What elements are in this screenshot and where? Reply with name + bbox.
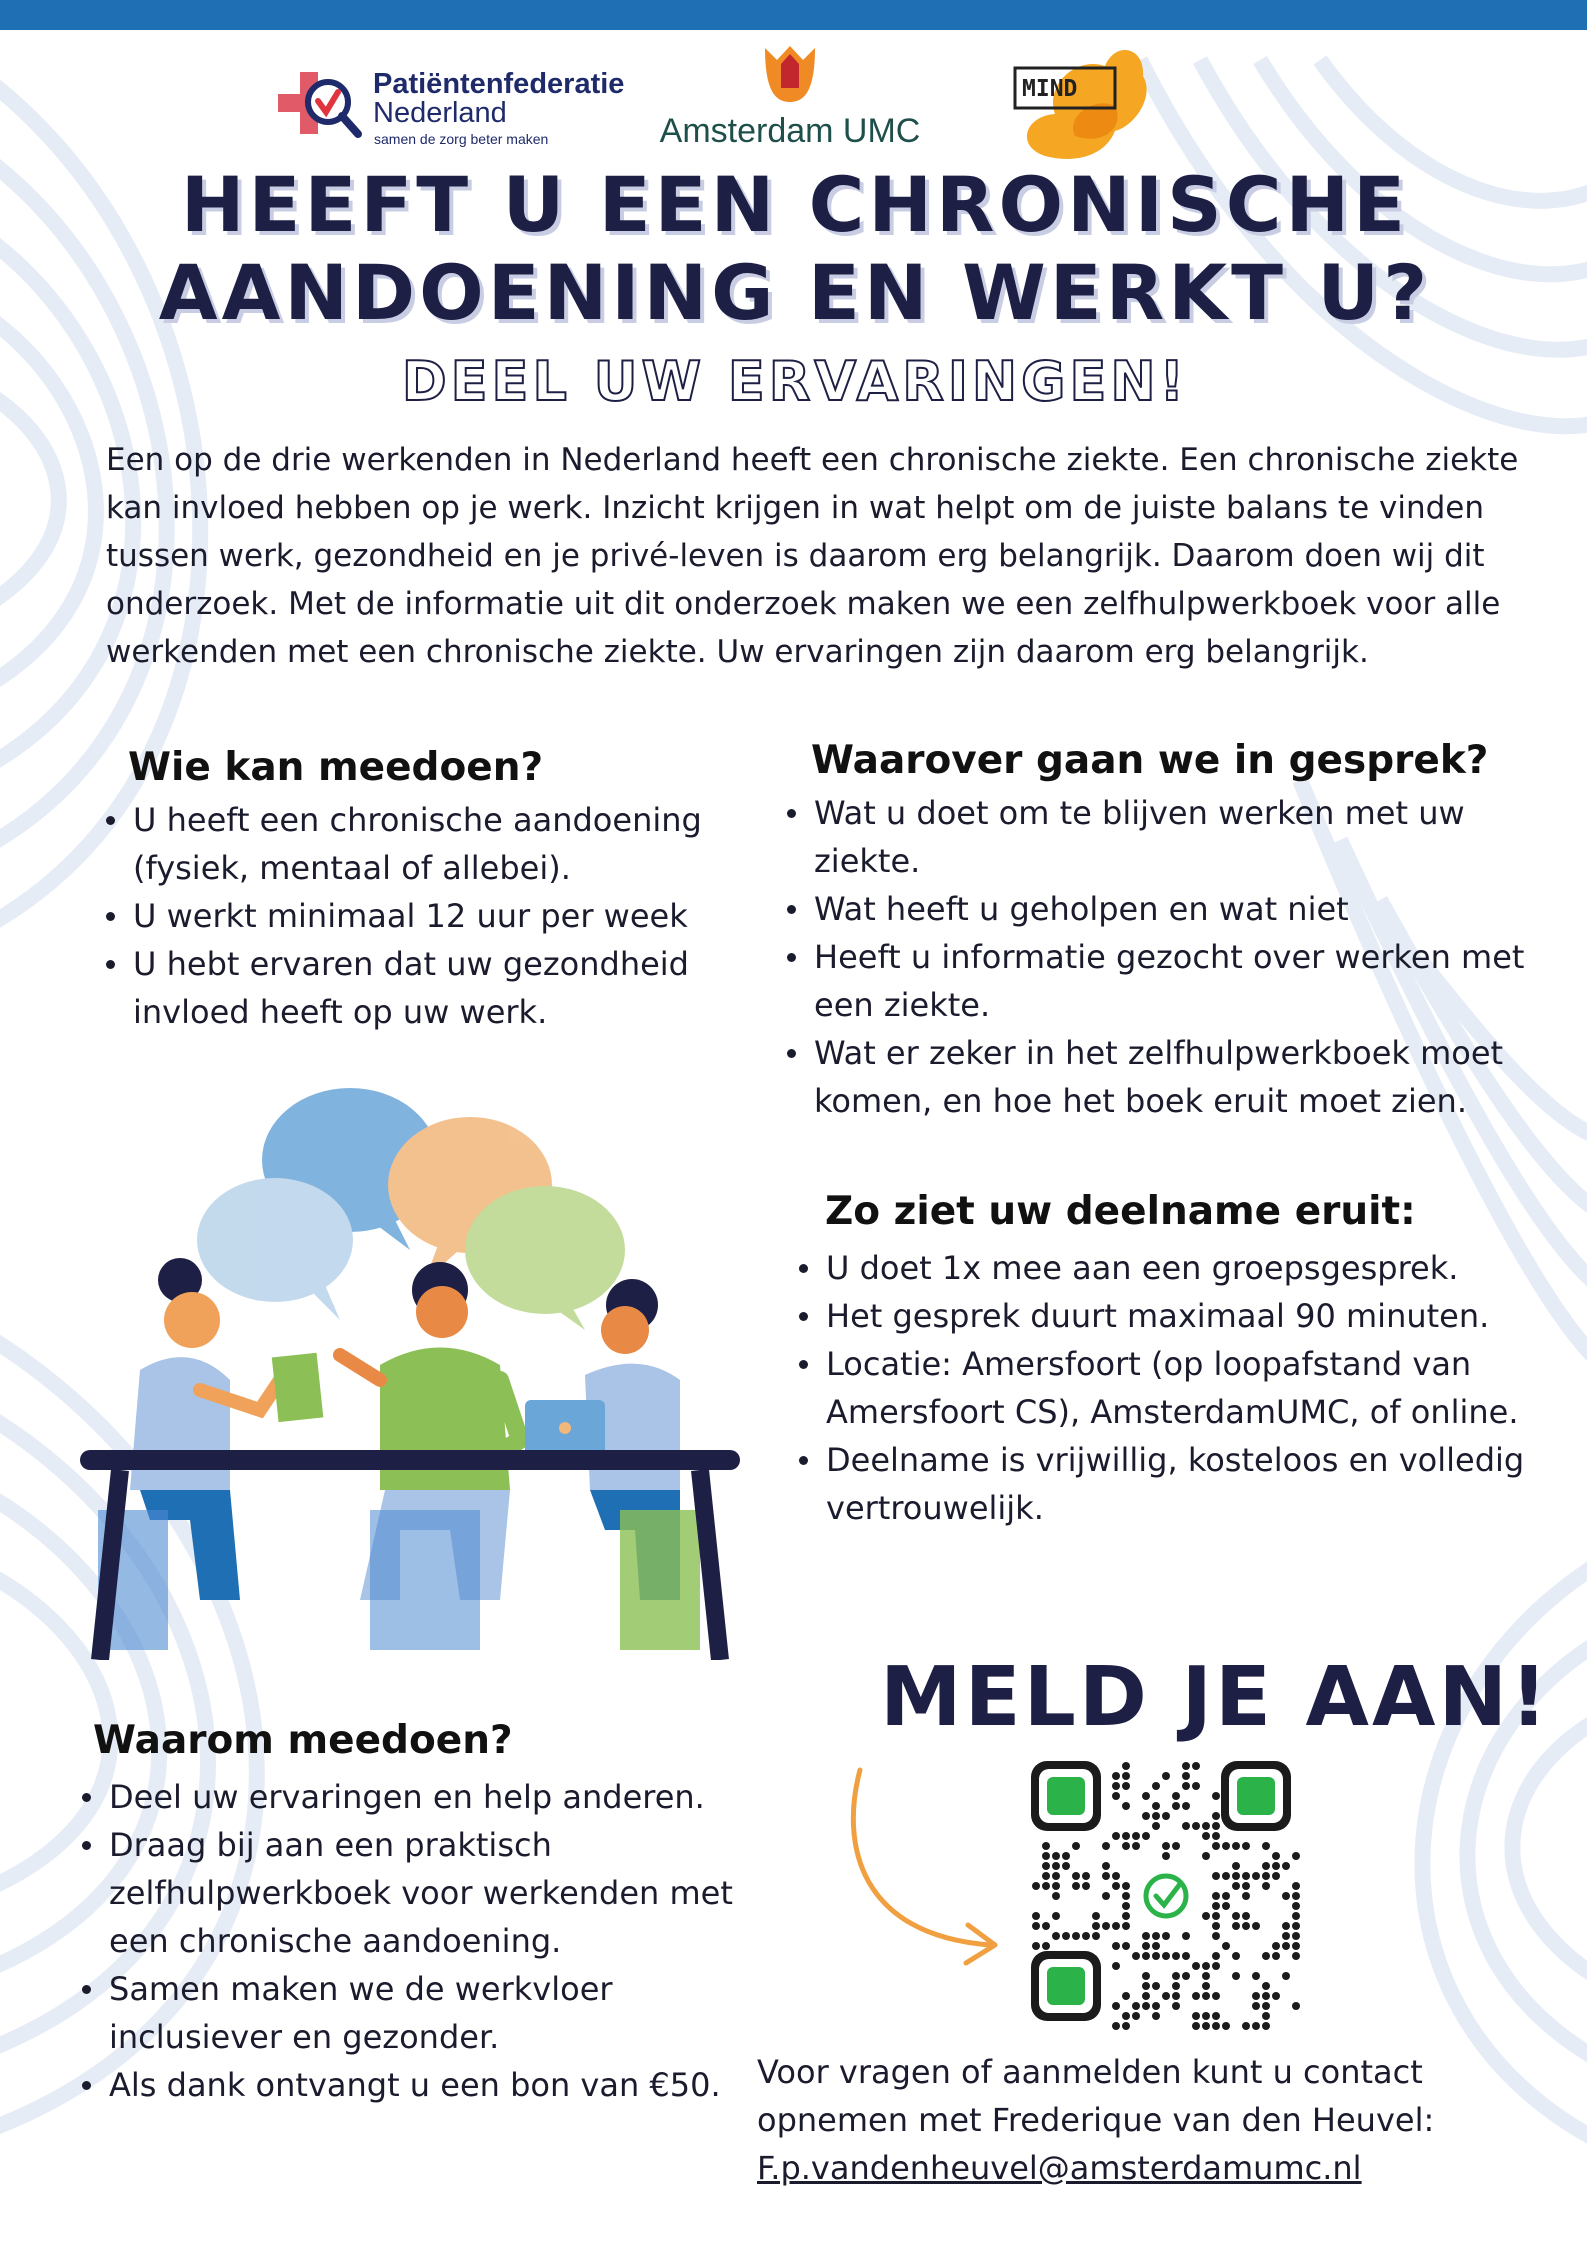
contact-block [757,2048,1547,2192]
bullet-list [785,789,1545,1125]
title-line-1: HEEFT U EEN CHRONISCHE [180,160,1410,249]
tulip-icon [755,40,825,110]
list-item: Locatie: Amersfoort (op loopafstand van Amersfoort CS), AmsterdamUMC, of online. [797,1340,1537,1436]
mind-name: MIND [1022,76,1078,102]
amsterdam-umc-logo [650,40,930,150]
qr-code[interactable] [1026,1756,1306,2036]
section-wie-kan-meedoen [104,745,764,1036]
list-item: Het gesprek duurt maximaal 90 minuten. [797,1292,1537,1340]
patientenfederatie-tagline: samen de zorg beter maken [374,131,549,147]
section-heading: Zo ziet uw deelname eruit: [825,1189,1416,1234]
contact-email-link[interactable]: F.p.vandenheuvel@amsterdamumc.nl [757,2149,1362,2187]
people-talking-illustration [80,1080,740,1660]
title-line-2: AANDOENING EN WERKT U? [158,248,1432,337]
patientenfederatie-name: Patiëntenfederatie [373,68,625,100]
list-item: Draag bij aan een praktisch zelfhulpwerkboek voor werkenden met een chronische aandoening. [80,1821,780,1965]
section-heading: Waarom meedoen? [93,1718,513,1763]
patientenfederatie-sub: Nederland [373,97,507,129]
list-item: U hebt ervaren dat uw gezondheid invloed heeft op uw werk. [104,940,764,1036]
list-item: Deel uw ervaringen en help anderen. [80,1773,780,1821]
bullet-list [80,1773,780,2109]
list-item: Samen maken we de werkvloer inclusiever en gezonder. [80,1965,780,2061]
list-item: Wat u doet om te blijven werken met uw ziekte. [785,789,1545,885]
section-waarover-gesprek [785,738,1545,1125]
mind-logo [1005,36,1155,166]
list-item: U doet 1x mee aan een groepsgesprek. [797,1244,1537,1292]
list-item: Wat er zeker in het zelfhulpwerkboek moet komen, en hoe het boek eruit moet zien. [785,1029,1545,1125]
bullet-list [104,796,764,1036]
bullet-list [797,1244,1537,1532]
section-deelname [797,1189,1537,1532]
list-item: Wat heeft u geholpen en wat niet [785,885,1545,933]
curved-arrow-icon [840,1765,1020,1975]
list-item: Als dank ontvangt u een bon van €50. [80,2061,780,2109]
top-bar [0,0,1587,30]
subtitle: DEEL UW ERVARINGEN! [401,350,1189,413]
list-item: U heeft een chronische aandoening (fysiek, mentaal of allebei). [104,796,764,892]
intro-paragraph: Een op de drie werkenden in Nederland heeft een chronische ziekte. Een chronische ziekte kan invloed hebben op je werk. Inzicht krijgen in wat helpt om de juiste balans te vinden tussen werk, gezondheid en je privé-leven is daarom erg belangrijk. Daarom doen wij dit onderzoek. Met de informatie uit dit onderzoek maken we een zelfhulpwerkboek voor alle werkenden met een chronische ziekte. Uw ervaringen zijn daarom erg belangrijk. [106,442,1519,670]
section-heading: Waarover gaan we in gesprek? [811,738,1489,783]
list-item: Deelname is vrijwillig, kosteloos en volledig vertrouwelijk. [797,1436,1537,1532]
cta-heading: MELD JE AAN! [880,1650,1551,1745]
list-item: Heeft u informatie gezocht over werken met een ziekte. [785,933,1545,1029]
patientenfederatie-logo [278,66,638,150]
contact-text: Voor vragen of aanmelden kunt u contact opnemen met Frederique van den Heuvel: [757,2053,1435,2139]
amsterdam-umc-name: Amsterdam UMC [659,112,921,150]
patientenfederatie-icon [278,66,370,150]
section-heading: Wie kan meedoen? [128,745,544,790]
section-waarom-meedoen [80,1718,780,2109]
list-item: U werkt minimaal 12 uur per week [104,892,764,940]
